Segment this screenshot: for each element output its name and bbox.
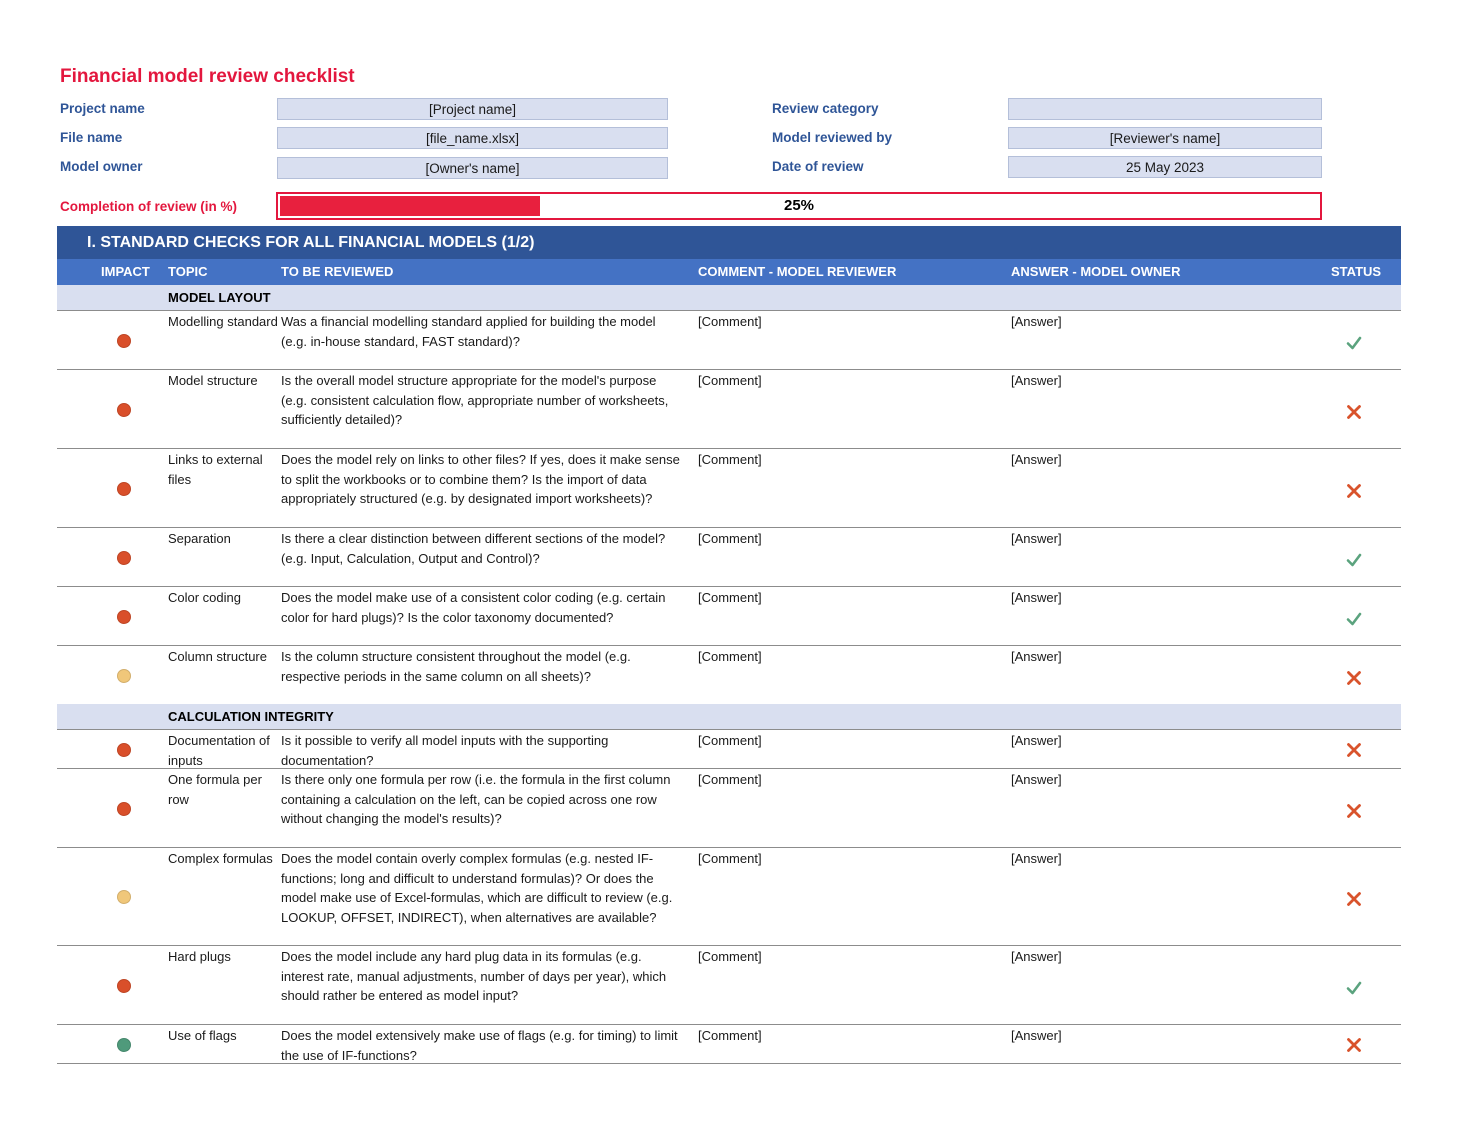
project-name-label: Project name [60, 101, 145, 116]
section-header: I. STANDARD CHECKS FOR ALL FINANCIAL MODELS (1/2) [57, 226, 1401, 259]
row-answer-field[interactable]: [Answer] [1011, 314, 1062, 329]
row-answer-field[interactable]: [Answer] [1011, 531, 1062, 546]
table-row [57, 311, 1401, 370]
table-row [57, 370, 1401, 449]
row-comment-field[interactable]: [Comment] [698, 1028, 762, 1043]
table-row [57, 1025, 1401, 1064]
row-topic: Complex formulas [168, 851, 273, 866]
row-to-be-reviewed: Is it possible to verify all model inputs with the supporting documentation? [281, 733, 609, 768]
row-comment-field[interactable]: [Comment] [698, 314, 762, 329]
impact-high-icon [117, 334, 131, 348]
column-header-to-be-reviewed: TO BE REVIEWED [281, 264, 394, 279]
column-header-comment: COMMENT - MODEL REVIEWER [698, 264, 897, 279]
cross-icon[interactable] [1344, 801, 1364, 821]
group-title: CALCULATION INTEGRITY [168, 709, 334, 724]
row-answer-field[interactable]: [Answer] [1011, 649, 1062, 664]
impact-medium-icon [117, 890, 131, 904]
check-icon[interactable] [1344, 550, 1364, 570]
impact-high-icon [117, 403, 131, 417]
table-row [57, 528, 1401, 587]
group-title: MODEL LAYOUT [168, 290, 271, 305]
review-category-field[interactable] [1008, 98, 1322, 120]
row-to-be-reviewed: Is there a clear distinction between different sections of the model? (e.g. Input, Calculation, Output and Control)? [281, 531, 666, 566]
row-comment-field[interactable]: [Comment] [698, 733, 762, 748]
row-comment-field[interactable]: [Comment] [698, 452, 762, 467]
row-to-be-reviewed: Is there only one formula per row (i.e. the formula in the first column containing a calculation on the left, can be copied across one row without changing the model's results)? [281, 772, 671, 827]
row-to-be-reviewed: Was a financial modelling standard applied for building the model (e.g. in-house standard, FAST standard)? [281, 314, 656, 349]
row-to-be-reviewed: Does the model rely on links to other files? If yes, does it make sense to split the workbooks or to combine them? Is the import of data appropriately structured (e.g. by designated import worksheets)? [281, 452, 680, 507]
row-topic: Hard plugs [168, 949, 231, 964]
model-reviewed-by-field[interactable]: [Reviewer's name] [1008, 127, 1322, 149]
row-comment-field[interactable]: [Comment] [698, 373, 762, 388]
row-answer-field[interactable]: [Answer] [1011, 851, 1062, 866]
table-row [57, 848, 1401, 946]
table-row [57, 730, 1401, 769]
date-of-review-field[interactable]: 25 May 2023 [1008, 156, 1322, 178]
row-answer-field[interactable]: [Answer] [1011, 452, 1062, 467]
completion-percent: 25% [783, 197, 815, 214]
row-topic: Documentation of inputs [168, 733, 270, 768]
page-title: Financial model review checklist [60, 66, 355, 87]
model-owner-field[interactable]: [Owner's name] [277, 157, 668, 179]
table-row [57, 449, 1401, 528]
impact-low-icon [117, 1038, 131, 1052]
row-comment-field[interactable]: [Comment] [698, 531, 762, 546]
impact-medium-icon [117, 669, 131, 683]
row-comment-field[interactable]: [Comment] [698, 649, 762, 664]
row-answer-field[interactable]: [Answer] [1011, 733, 1062, 748]
review-category-label: Review category [772, 101, 879, 116]
row-topic: Use of flags [168, 1028, 237, 1043]
cross-icon[interactable] [1344, 402, 1364, 422]
table-row [57, 769, 1401, 848]
cross-icon[interactable] [1344, 668, 1364, 688]
row-comment-field[interactable]: [Comment] [698, 949, 762, 964]
project-name-field[interactable]: [Project name] [277, 98, 668, 120]
column-header-answer: ANSWER - MODEL OWNER [1011, 264, 1181, 279]
model-reviewed-by-label: Model reviewed by [772, 130, 893, 145]
cross-icon[interactable] [1344, 889, 1364, 909]
impact-high-icon [117, 979, 131, 993]
cross-icon[interactable] [1344, 481, 1364, 501]
column-header-row [57, 259, 1401, 285]
row-topic: Model structure [168, 373, 258, 388]
impact-high-icon [117, 482, 131, 496]
column-header-topic: TOPIC [168, 264, 208, 279]
group-header-row [57, 704, 1401, 730]
completion-label: Completion of review (in %) [60, 199, 238, 214]
row-answer-field[interactable]: [Answer] [1011, 772, 1062, 787]
table-row [57, 587, 1401, 646]
impact-high-icon [117, 743, 131, 757]
column-header-status: STATUS [1331, 264, 1382, 279]
check-icon[interactable] [1344, 978, 1364, 998]
file-name-field[interactable]: [file_name.xlsx] [277, 127, 668, 149]
check-icon[interactable] [1344, 333, 1364, 353]
group-header-row [57, 285, 1401, 311]
row-topic: Modelling standard [168, 314, 278, 329]
row-to-be-reviewed: Is the overall model structure appropriate for the model's purpose (e.g. consistent calculation flow, appropriate number of worksheets, sufficiently detailed)? [281, 373, 669, 428]
row-comment-field[interactable]: [Comment] [698, 851, 762, 866]
row-to-be-reviewed: Does the model extensively make use of flags (e.g. for timing) to limit the use of IF-functions? [281, 1028, 678, 1063]
row-answer-field[interactable]: [Answer] [1011, 373, 1062, 388]
row-answer-field[interactable]: [Answer] [1011, 1028, 1062, 1043]
row-answer-field[interactable]: [Answer] [1011, 590, 1062, 605]
row-comment-field[interactable]: [Comment] [698, 590, 762, 605]
model-owner-label: Model owner [60, 159, 143, 174]
file-name-label: File name [60, 130, 123, 145]
row-topic: Separation [168, 531, 231, 546]
impact-high-icon [117, 802, 131, 816]
row-topic: One formula per row [168, 772, 262, 807]
row-comment-field[interactable]: [Comment] [698, 772, 762, 787]
row-answer-field[interactable]: [Answer] [1011, 949, 1062, 964]
row-to-be-reviewed: Is the column structure consistent throughout the model (e.g. respective periods in the same column on all sheets)? [281, 649, 631, 684]
completion-progress-bar [276, 192, 1322, 220]
cross-icon[interactable] [1344, 740, 1364, 760]
table-row [57, 946, 1401, 1025]
cross-icon[interactable] [1344, 1035, 1364, 1055]
row-topic: Links to external files [168, 452, 263, 487]
row-to-be-reviewed: Does the model contain overly complex formulas (e.g. nested IF-functions; long and difficult to understand formulas)? Or does the model make use of Excel-formulas, which are difficult to review (e.g. LOOKUP, OFFSET, INDIRECT), when alternatives are available? [281, 851, 673, 925]
table-row [57, 646, 1401, 705]
impact-high-icon [117, 551, 131, 565]
row-topic: Color coding [168, 590, 241, 605]
impact-high-icon [117, 610, 131, 624]
date-of-review-label: Date of review [772, 159, 864, 174]
row-to-be-reviewed: Does the model make use of a consistent color coding (e.g. certain color for hard plugs)? Is the color taxonomy documented? [281, 590, 666, 625]
row-to-be-reviewed: Does the model include any hard plug data in its formulas (e.g. interest rate, manual adjustments, number of days per year), which should rather be entered as model input? [281, 949, 667, 1004]
column-header-impact: IMPACT [101, 264, 150, 279]
check-icon[interactable] [1344, 609, 1364, 629]
row-topic: Column structure [168, 649, 267, 664]
